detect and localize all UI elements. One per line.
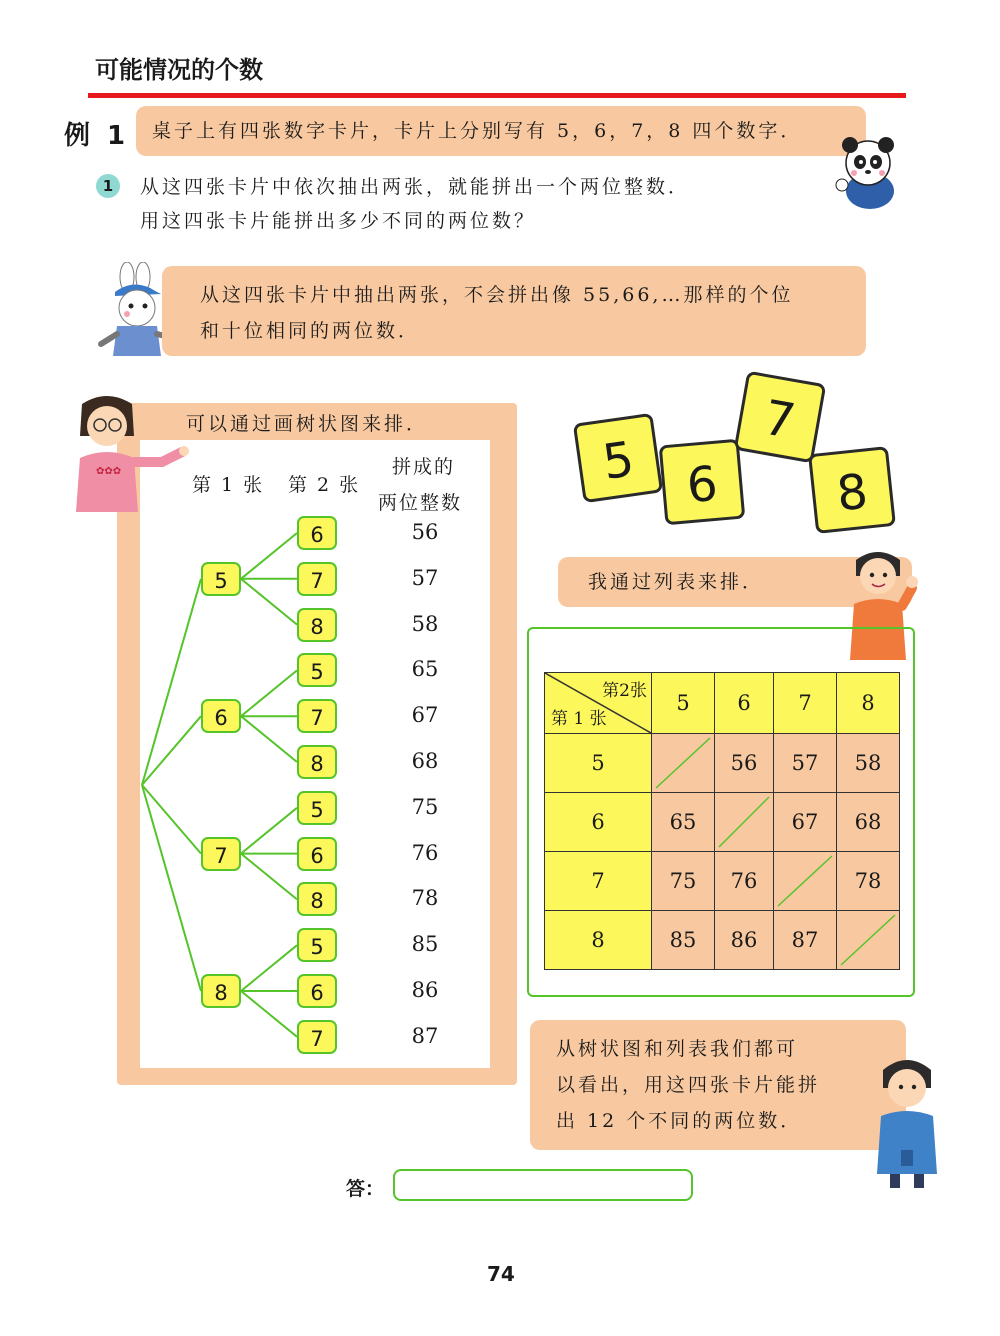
tree-result-number: 56 [411, 520, 439, 544]
table-row-header: 8 [545, 911, 652, 970]
table-cell: 86 [715, 911, 774, 970]
tree-node-second-card: 6 [297, 516, 337, 550]
table-header-row [545, 673, 900, 734]
tree-result-number: 65 [411, 657, 439, 682]
tree-node-second-card: 8 [297, 608, 337, 642]
table-cell: 75 [652, 852, 715, 911]
tree-result-number: 78 [411, 886, 439, 911]
table-cell: 56 [715, 734, 774, 793]
tree-branch [241, 854, 297, 900]
table-column-header: 8 [837, 673, 900, 734]
tree-result-number: 85 [411, 932, 439, 957]
table-diagonal-cell [774, 852, 837, 911]
cell-diagonal [774, 852, 836, 910]
tree-result-number: 75 [411, 794, 439, 819]
table-diagonal-cell [652, 734, 715, 793]
tree-node-second-card: 8 [297, 745, 337, 779]
tree-node-first-card: 5 [201, 562, 241, 596]
number-card: 6 [659, 439, 746, 526]
table-cell: 57 [774, 734, 837, 793]
cell-diagonal [715, 793, 773, 851]
table-corner-cell [545, 673, 652, 734]
rabbit-bubble-line-2: 和十位相同的两位数． [200, 320, 421, 342]
tree-branch [241, 808, 297, 854]
tree-branch [241, 579, 297, 625]
tree-node-first-card: 7 [201, 837, 241, 871]
tree-node-first-card: 8 [201, 974, 241, 1008]
tree-node-second-card: 6 [297, 974, 337, 1008]
tree-node-second-card: 5 [297, 928, 337, 962]
table-row [545, 852, 900, 911]
table-row [545, 793, 900, 852]
table-row-header: 7 [545, 852, 652, 911]
tree-branch [241, 945, 297, 991]
tree-result-number: 58 [411, 611, 439, 636]
tree-node-second-card: 7 [297, 562, 337, 596]
table-cell: 68 [837, 793, 900, 852]
tree-node-second-card: 5 [297, 653, 337, 687]
tree-result-number: 67 [411, 703, 439, 728]
conclusion-line-2: 以看出，用这四张卡片能拼 [556, 1074, 821, 1096]
table-cell: 87 [774, 911, 837, 970]
table-cell: 85 [652, 911, 715, 970]
example-statement: 桌子上有四张数字卡片，卡片上分别写有 5，6，7，8 四个数字． [152, 120, 803, 142]
tree-node-second-card: 7 [297, 699, 337, 733]
tree-node-second-card: 8 [297, 882, 337, 916]
number-card: 8 [808, 446, 896, 534]
table-diagonal-cell [837, 911, 900, 970]
table-cell: 67 [774, 793, 837, 852]
table-cell: 58 [837, 734, 900, 793]
tree-branch [142, 579, 201, 785]
rabbit-bubble-line-1: 从这四张卡片中抽出两张，不会拼出像 55,66,…那样的个位 [200, 284, 794, 306]
table-column-header: 7 [774, 673, 837, 734]
tree-result-number: 57 [411, 565, 439, 590]
table-row-header: 6 [545, 793, 652, 852]
tree-result-number: 68 [411, 749, 439, 773]
table-cell: 78 [837, 852, 900, 911]
tree-column-first-card: 第 1 张 [192, 474, 265, 496]
tree-branch [241, 716, 297, 762]
tree-node-second-card: 6 [297, 837, 337, 871]
tree-branch [142, 785, 201, 991]
table-row-header: 5 [545, 734, 652, 793]
question-number-badge: 1 [96, 174, 120, 198]
question-line-1: 从这四张卡片中依次抽出两张，就能拼出一个两位整数． [140, 176, 691, 198]
page-number: 74 [487, 1262, 515, 1286]
cell-diagonal [652, 734, 714, 792]
cell-diagonal [837, 911, 899, 969]
answer-label: 答： [346, 1178, 385, 1200]
boy2-illustration [865, 1050, 955, 1190]
section-title: 可能情况的个数 [95, 56, 263, 84]
conclusion-line-3: 出 12 个不同的两位数． [556, 1110, 803, 1132]
number-card: 5 [573, 413, 663, 503]
table-cell: 76 [715, 852, 774, 911]
tree-node-second-card: 7 [297, 1020, 337, 1054]
svg-text:✿✿✿: ✿✿✿ [96, 466, 122, 477]
table-note: 我通过列表来排． [588, 571, 765, 593]
tree-node-first-card: 6 [201, 699, 241, 733]
tree-column-second-card: 第 2 张 [288, 474, 361, 496]
conclusion-line-1: 从树状图和列表我们都可 [556, 1038, 799, 1060]
tree-node-second-card: 5 [297, 791, 337, 825]
combination-table [544, 672, 900, 970]
table-row [545, 911, 900, 970]
tree-column-result-line2: 两位整数 [378, 492, 463, 514]
corner-top-label: 第2张 [602, 681, 647, 701]
tree-result-number: 76 [411, 840, 439, 865]
corner-bottom-label: 第 1 张 [551, 709, 607, 729]
tree-result-number: 87 [411, 1023, 439, 1048]
table-diagonal-cell [715, 793, 774, 852]
tree-branch [241, 533, 297, 579]
tree-branch [241, 991, 297, 1037]
answer-input-box[interactable] [393, 1169, 693, 1201]
tree-result-number: 86 [411, 978, 439, 1002]
tree-branch [241, 670, 297, 716]
table-cell: 65 [652, 793, 715, 852]
tree-column-result-line1: 拼成的 [392, 456, 456, 478]
tree-note: 可以通过画树状图来排． [186, 413, 429, 435]
number-card: 7 [734, 371, 827, 464]
table-column-header: 6 [715, 673, 774, 734]
question-line-2: 用这四张卡片能拼出多少不同的两位数？ [140, 210, 537, 232]
example-label: 例 1 [64, 121, 130, 151]
table-row [545, 734, 900, 793]
table-column-header: 5 [652, 673, 715, 734]
